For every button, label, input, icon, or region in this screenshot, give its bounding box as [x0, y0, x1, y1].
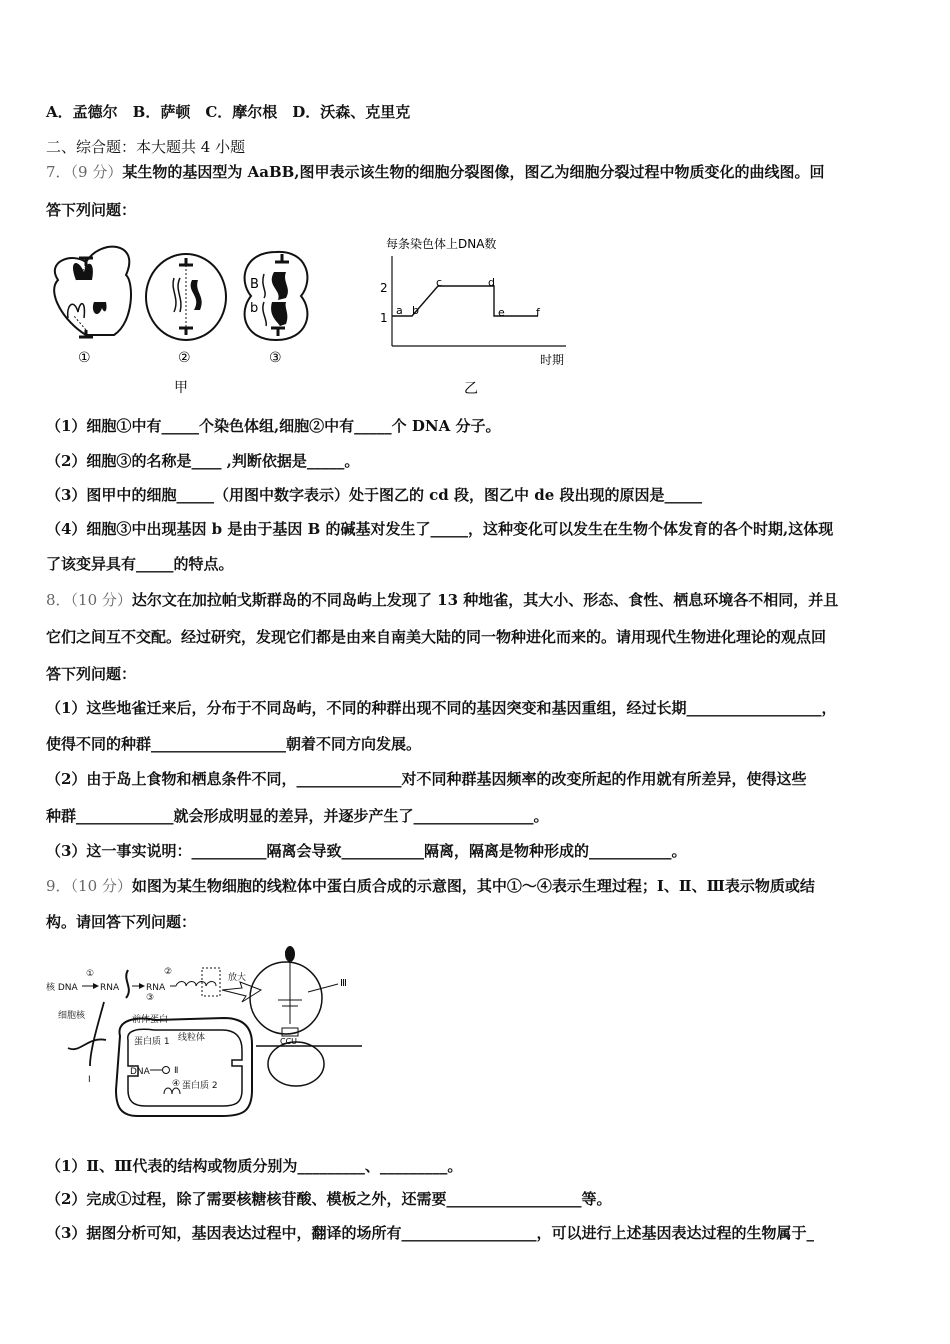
gene-B: B: [250, 277, 259, 292]
roman-2-label: Ⅱ: [174, 1066, 179, 1076]
q9-part2: （2）完成①过程，除了需要核糖核苷酸、模板之外，还需要__________________等。: [46, 1190, 612, 1208]
q9-part1: （1）Ⅱ、Ⅲ代表的结构或物质分别为_________、_________。: [46, 1157, 463, 1175]
point-label-b: b: [412, 304, 419, 317]
q8-part1-line2: 使得不同的种群__________________朝着不同方向发展。: [46, 735, 422, 753]
q6-choices: A．孟德尔 B．萨顿 C．摩尔根 D．沃森、克里克: [46, 103, 411, 121]
q9-stem-line1: [46, 876, 815, 896]
figure-yi-chart: [340, 236, 590, 396]
step-2: ②: [164, 967, 173, 977]
label-2: ②: [178, 350, 191, 366]
dna-label: DNA: [130, 1067, 150, 1077]
q8-stem-line2: 它们之间互不交配。经过研究，发现它们都是由来自南美大陆的同一物种进化而来的。请用现代生物进化理论的观点回: [46, 628, 827, 646]
cell-3: [245, 252, 308, 366]
tick-2: 2: [380, 281, 388, 295]
figure-mitochondria: [46, 940, 366, 1130]
point-labels: [396, 276, 541, 319]
rna-label-1: RNA: [100, 983, 120, 993]
q7-part4-line2: 了该变异具有_____的特点。: [46, 555, 234, 573]
mito-label: 线粒体: [178, 1033, 206, 1043]
section-heading: 二、综合题：本大题共 4 小题: [46, 138, 246, 156]
q7-stem-line2: 答下列问题：: [46, 201, 137, 219]
point-label-a: a: [396, 304, 403, 317]
precursor-label: 前体蛋白: [132, 1015, 169, 1025]
roman-3-label: Ⅲ: [340, 978, 347, 989]
q8-score: （10 分）: [70, 591, 132, 609]
cell-1: [54, 247, 131, 366]
label-3: ③: [269, 350, 282, 366]
step-1: ①: [86, 969, 95, 979]
chart-xlabel: 时期: [540, 353, 565, 367]
q9-stem-line2: 构。请回答下列问题：: [46, 913, 197, 931]
q9-stem1: 如图为某生物细胞的线粒体中蛋白质合成的示意图，其中①～④表示生理过程；Ⅰ、Ⅱ、Ⅲ表示物质或结: [131, 877, 815, 895]
q9-number: 9．: [46, 877, 71, 895]
point-label-e: e: [498, 306, 505, 319]
q9-part3: （3）据图分析可知，基因表达过程中，翻译的场所有__________________，可以进行上述基因表达过程的生物属于_: [46, 1224, 814, 1242]
gene-b: b: [250, 301, 259, 316]
enlarge-label: 放大: [228, 973, 247, 983]
q9-score: （10 分）: [70, 877, 132, 895]
protein1-label: 蛋白质 1: [134, 1037, 170, 1047]
rna-label-2: RNA: [146, 983, 166, 993]
q7-part1: （1）细胞①中有_____个染色体组,细胞②中有_____个 DNA 分子。: [46, 417, 501, 435]
nucleus-label: 细胞核: [58, 1011, 86, 1021]
caption-jia: 甲: [174, 380, 188, 396]
q8-part3: （3）这一事实说明：__________隔离会导致___________隔离，隔离是物种形成的___________。: [46, 842, 687, 860]
q8-part2-line2: 种群_____________就会形成明显的差异，并逐步产生了________________。: [46, 807, 549, 825]
q7-part2: （2）细胞③的名称是____ ,判断依据是_____。: [46, 452, 360, 470]
q7-stem1: 某生物的基因型为 AaBB,图甲表示该生物的细胞分裂图像，图乙为细胞分裂过程中物质变化的曲线图。回: [122, 163, 825, 181]
tick-1: 1: [380, 311, 388, 325]
figure-jia: [46, 240, 316, 400]
protein2-label: 蛋白质 2: [182, 1081, 218, 1091]
q8-stem-line1: [46, 590, 838, 610]
q8-part1-line1: （1）这些地雀迁来后，分布于不同岛屿，不同的种群出现不同的基因突变和基因重组，经过长期__________________，: [46, 699, 837, 717]
q7-score: （9 分）: [70, 163, 123, 181]
label-1: ①: [78, 350, 91, 366]
point-label-f: f: [536, 306, 540, 319]
point-label-c: c: [436, 276, 443, 289]
chart-ylabel: 每条染色体上DNA数: [386, 237, 497, 251]
q7-part3: （3）图甲中的细胞_____（用图中数字表示）处于图乙的 cd 段，图乙中 de 段出现的原因是_____: [46, 486, 702, 504]
point-label-d: d: [488, 276, 495, 289]
q7-number: 7．: [46, 163, 71, 181]
q8-part2-line1: （2）由于岛上食物和栖息条件不同，______________对不同种群基因频率的改变所起的作用就有所差异，使得这些: [46, 770, 807, 788]
q7-part4-line1: （4）细胞③中出现基因 b 是由于基因 B 的碱基对发生了_____，这种变化可以发生在生物个体发育的各个时期,这体现: [46, 520, 834, 538]
q8-stem1: 达尔文在加拉帕戈斯群岛的不同岛屿上发现了 13 种地雀，其大小、形态、食性、栖息环境各不相同，并且: [131, 591, 839, 609]
ribosome-enlarged: [250, 946, 362, 1086]
q7-stem-line1: [46, 162, 825, 182]
caption-yi: 乙: [464, 381, 478, 396]
roman-1-label: Ⅰ: [88, 1075, 91, 1085]
step-4: ④: [172, 1079, 181, 1089]
q8-number: 8．: [46, 591, 71, 609]
nuc-dna-label: 核 DNA: [46, 983, 78, 993]
ccu-label: CCU: [280, 1037, 298, 1046]
cell-2: [146, 254, 226, 366]
step-3: ③: [146, 993, 155, 1003]
q8-stem-line3: 答下列问题：: [46, 665, 137, 683]
